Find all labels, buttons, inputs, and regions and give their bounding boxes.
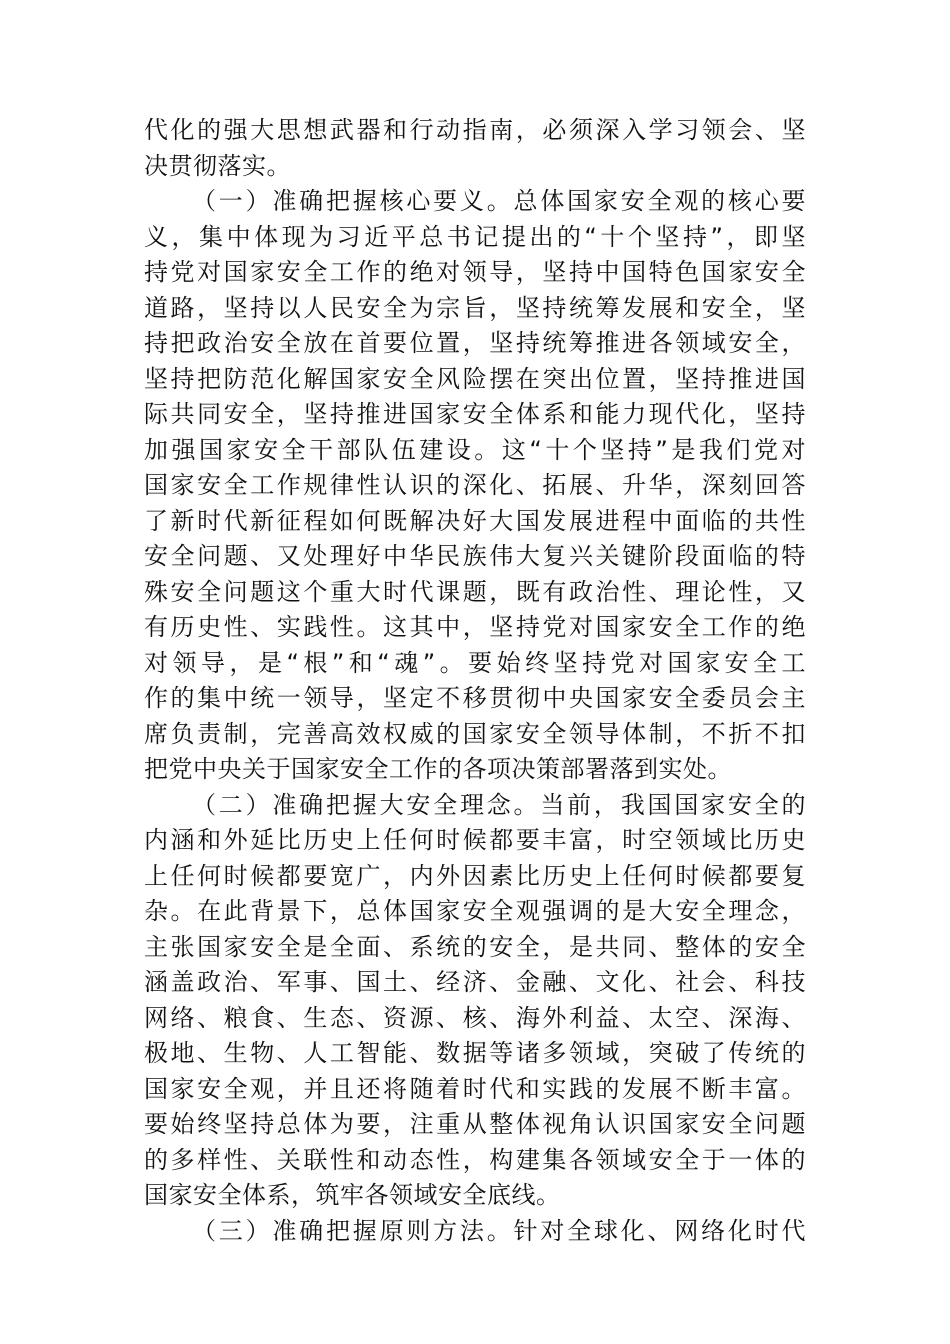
text-line: 国家安全观，并且还将随着时代和实践的发展不断丰富。 <box>144 1074 806 1103</box>
text-line: 国家安全体系，筑牢各领域安全底线。 <box>144 1181 561 1209</box>
text-line: （一）准确把握核心要义。总体国家安全观的核心要 <box>192 187 806 215</box>
body-text <box>144 113 806 1249</box>
text-line: 要始终坚持总体为要，注重从整体视角认识国家安全问题 <box>144 1110 806 1138</box>
text-line: 有历史性、实践性。这其中，坚持党对国家安全工作的绝 <box>144 613 806 641</box>
text-line: 涵盖政治、军事、国土、经济、金融、文化、社会、科技 <box>144 968 806 996</box>
text-line: 对领导，是“根”和“魂”。要始终坚持党对国家安全工 <box>144 648 806 677</box>
text-line: 际共同安全，坚持推进国家安全体系和能力现代化，坚持 <box>144 400 806 428</box>
text-line: 国家安全工作规律性认识的深化、拓展、升华，深刻回答 <box>144 471 806 499</box>
text-line: 网络、粮食、生态、资源、核、海外利益、太空、深海、 <box>144 1003 806 1032</box>
text-line: 上任何时候都要宽广，内外因素比历史上任何时候都要复 <box>144 861 806 890</box>
text-line: 坚持把防范化解国家安全风险摆在突出位置，坚持推进国 <box>144 364 806 393</box>
text-line: 极地、生物、人工智能、数据等诸多领域，突破了传统的 <box>144 1039 806 1067</box>
text-line: 主张国家安全是全面、系统的安全，是共同、整体的安全 <box>144 932 806 961</box>
text-line: 的多样性、关联性和动态性，构建集各领域安全于一体的 <box>144 1145 806 1174</box>
text-line: 把党中央关于国家安全工作的各项决策部署落到实处。 <box>144 755 732 783</box>
text-line: （二）准确把握大安全理念。当前，我国国家安全的 <box>192 790 806 819</box>
text-line: 内涵和外延比历史上任何时候都要丰富，时空领域比历史 <box>144 826 806 854</box>
text-line: 加强国家安全干部队伍建设。这“十个坚持”是我们党对 <box>144 435 806 464</box>
text-line: 殊安全问题这个重大时代课题，既有政治性、理论性，又 <box>144 577 806 606</box>
text-line: 持把政治安全放在首要位置，坚持统筹推进各领域安全， <box>144 329 806 357</box>
text-line: 代化的强大思想武器和行动指南，必须深入学习领会、坚 <box>144 116 806 144</box>
text-line: 杂。在此背景下，总体国家安全观强调的是大安全理念， <box>144 897 806 925</box>
text-line: 决贯彻落实。 <box>144 151 291 180</box>
text-line: 安全问题、又处理好中华民族伟大复兴关键阶段面临的特 <box>144 542 806 570</box>
text-line: 持党对国家安全工作的绝对领导，坚持中国特色国家安全 <box>144 258 806 286</box>
text-line: 作的集中统一领导，坚定不移贯彻中央国家安全委员会主 <box>144 684 806 712</box>
text-line: 了新时代新征程如何既解决好大国发展进程中面临的共性 <box>144 506 806 535</box>
text-line: 道路，坚持以人民安全为宗旨，坚持统筹发展和安全，坚 <box>144 293 806 322</box>
text-line: 义，集中体现为习近平总书记提出的“十个坚持”，即坚 <box>144 222 806 251</box>
text-line: 席负责制，完善高效权威的国家安全领导体制，不折不扣 <box>144 719 806 748</box>
text-line: （三）准确把握原则方法。针对全球化、网络化时代 <box>192 1216 806 1245</box>
